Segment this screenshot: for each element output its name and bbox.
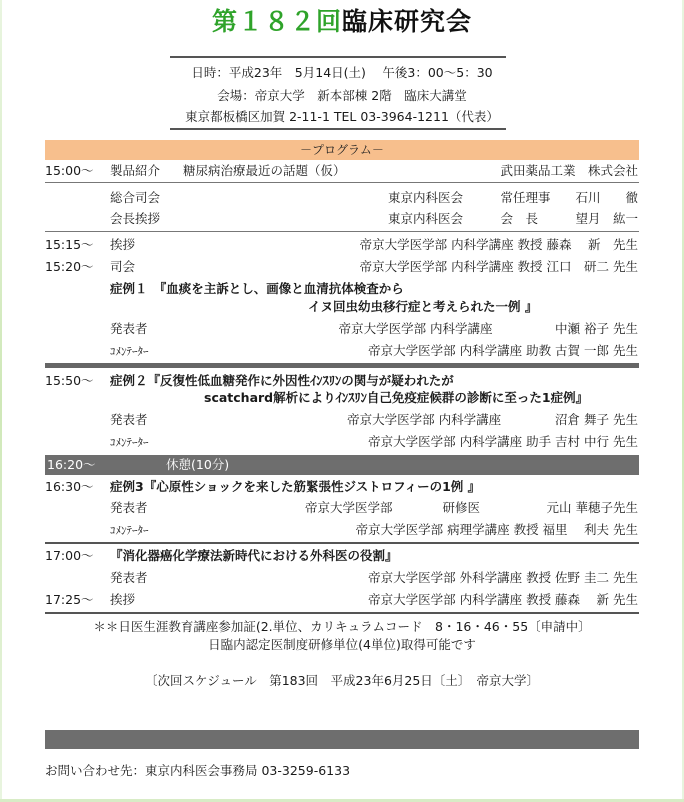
general-chair-person: 東京内科医会 常任理事 石川 徹 (387, 190, 638, 205)
header-rule (170, 56, 506, 58)
break-label: 休憩(10分) (166, 457, 230, 472)
event-venue: 会場：帝京大学 新本部棟 2階 臨床大講堂 (217, 88, 467, 103)
president-greeting-role: 会長挨拶 (110, 211, 161, 226)
s1-chair-person: 帝京大学医学部 内科学講座 教授 江口 研二 先生 (359, 259, 638, 274)
credit-note-line1: ＊＊日医生涯教育講座参加証(2.単位、カリキュラムコード 8・16・46・55〔申請中〕 (93, 619, 591, 634)
s1-greeting-role: 挨拶 (110, 237, 136, 252)
intro-sponsor: 武田薬品工業 株式会社 (500, 163, 638, 178)
s2-presenter-person: 帝京大学医学部 内科学講座 沼倉 舞子 先生 (347, 412, 638, 427)
general-chair-role: 総合司会 (110, 190, 161, 205)
s1-greeting-time: 15:15～ (45, 237, 94, 252)
s2-commentator-role: ｺﾒﾝﾃｰﾀｰ (110, 436, 149, 449)
s1-case-title-line1: 症例１ 『血痰を主訴とし、画像と血清抗体検査から (110, 281, 404, 296)
s1-presenter-person: 帝京大学医学部 内科学講座 中瀬 裕子 先生 (338, 321, 638, 336)
next-schedule: 〔次回スケジュール 第183回 平成23年6月25日〔土〕 帝京大学〕 (144, 673, 540, 688)
s2-case-title-line2: scatchard解析によりｲﾝｽﾘﾝ自己免疫症候群の診断に至った1症例』 (204, 390, 589, 405)
title-number: 第１８２回 (211, 7, 342, 36)
s4-presenter-person: 帝京大学医学部 外科学講座 教授 佐野 圭二 先生 (368, 570, 638, 585)
s3-case-title: 症例3『心原性ショックを来した筋緊張性ジストロフィーの1例 』 (110, 479, 481, 494)
s2-time: 15:50～ (45, 373, 94, 388)
s3-commentator-role: ｺﾒﾝﾃｰﾀｰ (110, 524, 149, 537)
section-divider (45, 363, 639, 368)
s4-lecture-title: 『消化器癌化学療法新時代における外科医の役割』 (110, 548, 398, 563)
president-greeting-person: 東京内科医会 会 長 望月 紘一 (387, 211, 638, 226)
break-time: 16:20～ (47, 457, 96, 472)
s2-commentator-person: 帝京大学医学部 内科学講座 助手 吉村 中行 先生 (368, 434, 638, 449)
s4-time: 17:00～ (45, 548, 94, 563)
s3-time: 16:30～ (45, 479, 94, 494)
s1-chair-time: 15:20～ (45, 259, 94, 274)
header-rule-bottom (170, 128, 506, 130)
s1-commentator-role: ｺﾒﾝﾃｰﾀｰ (110, 345, 149, 358)
s1-commentator-person: 帝京大学医学部 内科学講座 助教 古賀 一郎 先生 (368, 343, 638, 358)
s1-case-title-line2: イヌ回虫幼虫移行症と考えられた一例 』 (308, 299, 538, 314)
program-header: －プログラム－ (45, 140, 639, 160)
intro-topic: 糖尿病治療最近の話題（仮） (183, 163, 346, 178)
s4-presenter-role: 発表者 (110, 570, 148, 585)
intro-item: 製品紹介 (110, 163, 161, 178)
s2-case-title-line1: 症例２『反復性低血糖発作に外因性ｲﾝｽﾘﾝの関与が疑われたが (110, 373, 454, 388)
s1-greeting-person: 帝京大学医学部 内科学講座 教授 藤森 新 先生 (359, 237, 638, 252)
s2-presenter-role: 発表者 (110, 412, 148, 427)
credit-note-line2: 日臨内認定医制度研修単位(4単位)取得可能です (208, 637, 476, 652)
intro-time: 15:00～ (45, 163, 94, 178)
section-divider (45, 542, 639, 544)
event-address: 東京都板橋区加賀 2-11-1 TEL 03-3964-1211（代表） (185, 109, 499, 124)
footer-bar (45, 730, 639, 749)
event-datetime: 日時：平成23年 5月14日(土) 午後3：00～5：30 (191, 65, 493, 80)
s1-presenter-role: 発表者 (110, 321, 148, 336)
s3-presenter-person: 帝京大学医学部 研修医 元山 華穂子先生 (305, 500, 638, 515)
divider (45, 182, 639, 183)
s1-chair-role: 司会 (110, 259, 136, 274)
break-bar (45, 455, 639, 475)
s3-presenter-role: 発表者 (110, 500, 148, 515)
page-title (0, 6, 684, 38)
s4-greeting-person: 帝京大学医学部 内科学講座 教授 藤森 新 先生 (368, 592, 638, 607)
title-text: 臨床研究会 (342, 7, 473, 36)
contact-info: お問い合わせ先：東京内科医会事務局 03-3259-6133 (45, 763, 351, 778)
s4-greeting-role: 挨拶 (110, 592, 136, 607)
s4-greeting-time: 17:25～ (45, 592, 94, 607)
s3-commentator-person: 帝京大学医学部 病理学講座 教授 福里 利夫 先生 (355, 522, 638, 537)
section-divider (45, 612, 639, 614)
divider (45, 231, 639, 232)
